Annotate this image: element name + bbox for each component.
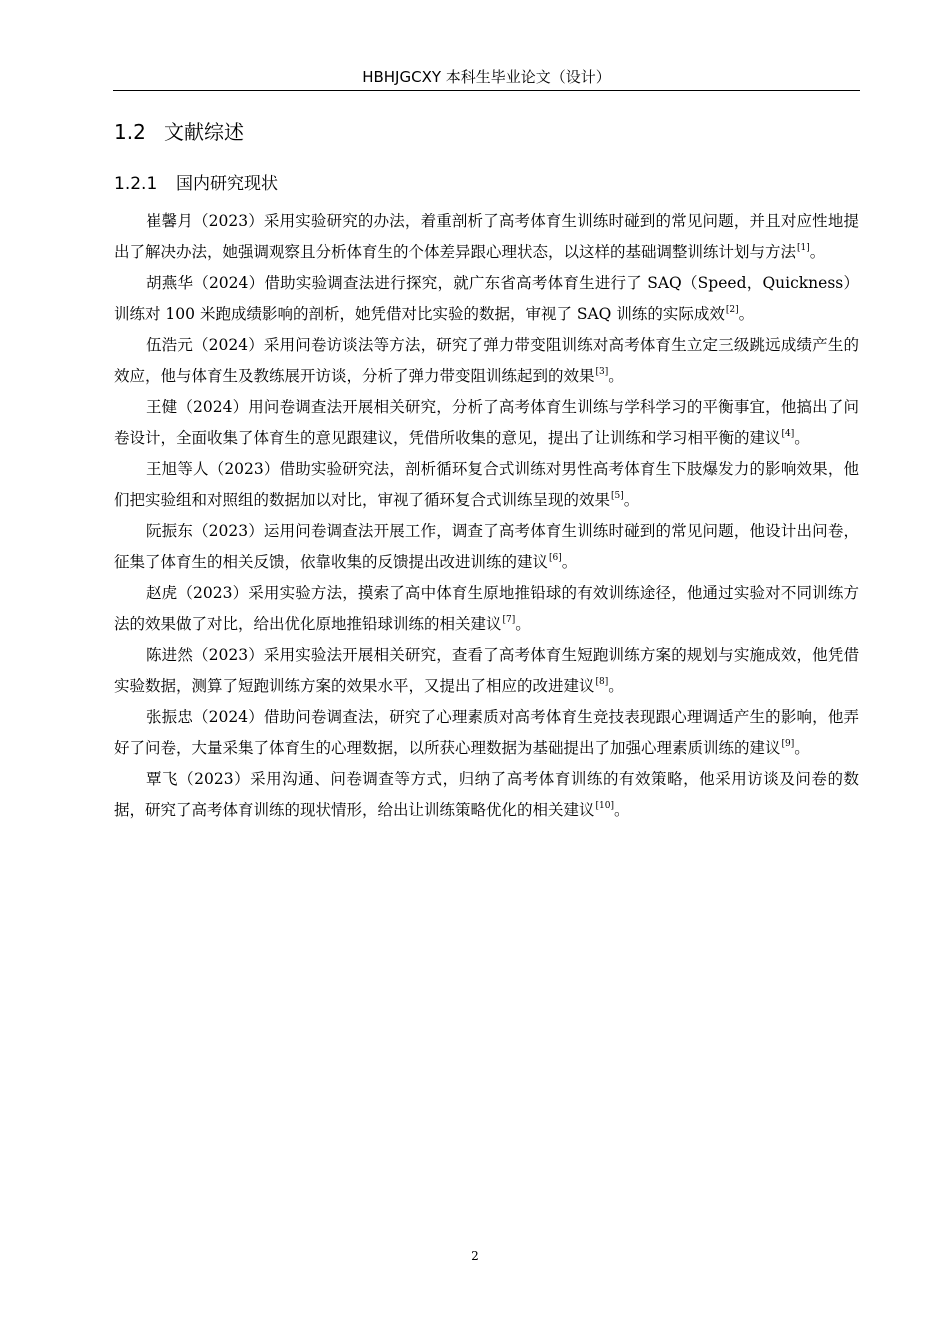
paragraph-end: 。 — [614, 801, 630, 819]
paragraph — [114, 268, 859, 330]
citation-ref: [7] — [502, 615, 516, 625]
section-number: 1.2 — [114, 120, 146, 144]
paragraph-text: 张振忠（2024）借助问卷调查法，研究了心理素质对高考体育生竞技表现跟心理调适产生的影响，他弄好了问卷，大量采集了体育生的心理数据，以所获心理数据为基础提出了加强心理素质训练的建议 — [114, 708, 859, 757]
paragraph-text: 陈进然（2023）采用实验法开展相关研究，查看了高考体育生短跑训练方案的规划与实施成效，他凭借实验数据，测算了短跑训练方案的效果水平，又提出了相应的改进建议 — [114, 646, 859, 695]
paragraph — [114, 330, 859, 392]
citation-ref: [1] — [797, 243, 810, 253]
subsection-title: 国内研究现状 — [176, 174, 278, 194]
paragraph — [114, 702, 859, 764]
paragraph — [114, 454, 859, 516]
subsection-heading — [114, 171, 278, 197]
paragraph-end: 。 — [623, 491, 640, 509]
paragraph-end: 。 — [794, 739, 810, 757]
paragraph-end: 。 — [608, 677, 624, 695]
paragraph — [114, 578, 859, 640]
page-header — [113, 66, 860, 91]
paragraph-text: 赵虎（2023）采用实验方法，摸索了高中体育生原地推铅球的有效训练途径，他通过实验对不同训练方法的效果做了对比，给出优化原地推铅球训练的相关建议 — [114, 584, 859, 633]
subsection-number: 1.2.1 — [114, 174, 158, 194]
citation-ref: [6] — [549, 553, 562, 563]
paragraph-text: 伍浩元（2024）采用问卷访谈法等方法，研究了弹力带变阻训练对高考体育生立定三级跳远成绩产生的效应，他与体育生及教练展开访谈，分析了弹力带变阻训练起到的效果 — [114, 336, 859, 385]
paragraph-end: 。 — [794, 429, 810, 447]
citation-ref: [8] — [595, 677, 609, 687]
citation-ref: [3] — [595, 367, 609, 377]
page-number: 2 — [471, 1249, 479, 1263]
paragraph — [114, 206, 859, 268]
citation-ref: [5] — [611, 491, 624, 501]
paragraph — [114, 764, 859, 826]
paragraph-end: 。 — [515, 615, 531, 633]
paragraph — [114, 392, 859, 454]
paragraph-text: 覃飞（2023）采用沟通、问卷调查等方式，归纳了高考体育训练的有效策略，他采用访谈及问卷的数据，研究了高考体育训练的现状情形，给出让训练策略优化的相关建议 — [114, 770, 859, 819]
section-heading — [114, 118, 244, 146]
paragraph-end: 。 — [738, 305, 755, 323]
paragraph-text: 阮振东（2023）运用问卷调查法开展工作，调查了高考体育生训练时碰到的常见问题，他设计出问卷，征集了体育生的相关反馈，依靠收集的反馈提出改进训练的建议 — [114, 522, 859, 571]
citation-ref: [4] — [781, 429, 795, 439]
paragraph-text: 胡燕华（2024）借助实验调查法进行探究，就广东省高考体育生进行了 SAQ（Speed，Quickness）训练对 100 米跑成绩影响的剖析，她凭借对比实验的数据，审视了 SAQ 训练的实际成效 — [114, 274, 859, 323]
paragraph-end: 。 — [608, 367, 624, 385]
paragraph-text: 王健（2024）用问卷调查法开展相关研究，分析了高考体育生训练与学科学习的平衡事宜，他搞出了问卷设计，全面收集了体育生的意见跟建议，凭借所收集的意见，提出了让训练和学习相平衡的建议 — [114, 398, 859, 447]
citation-ref: [2] — [725, 305, 739, 315]
paragraph-text: 王旭等人（2023）借助实验研究法，剖析循环复合式训练对男性高考体育生下肢爆发力的影响效果，他们把实验组和对照组的数据加以对比，审视了循环复合式训练呈现的效果 — [114, 460, 859, 509]
paragraph — [114, 640, 859, 702]
header-title: HBHJGCXY 本科生毕业论文（设计） — [362, 68, 611, 86]
section-title: 文献综述 — [164, 120, 244, 144]
paragraph-text: 崔馨月（2023）采用实验研究的办法，着重剖析了高考体育生训练时碰到的常见问题，并且对应性地提出了解决办法，她强调观察且分析体育生的个体差异跟心理状态，以这样的基础调整训练计划与方法 — [114, 212, 859, 261]
body-text — [114, 206, 859, 826]
citation-ref: [10] — [595, 801, 614, 811]
paragraph-end: 。 — [561, 553, 578, 571]
citation-ref: [9] — [781, 739, 795, 749]
paragraph — [114, 516, 859, 578]
paragraph-end: 。 — [809, 243, 826, 261]
